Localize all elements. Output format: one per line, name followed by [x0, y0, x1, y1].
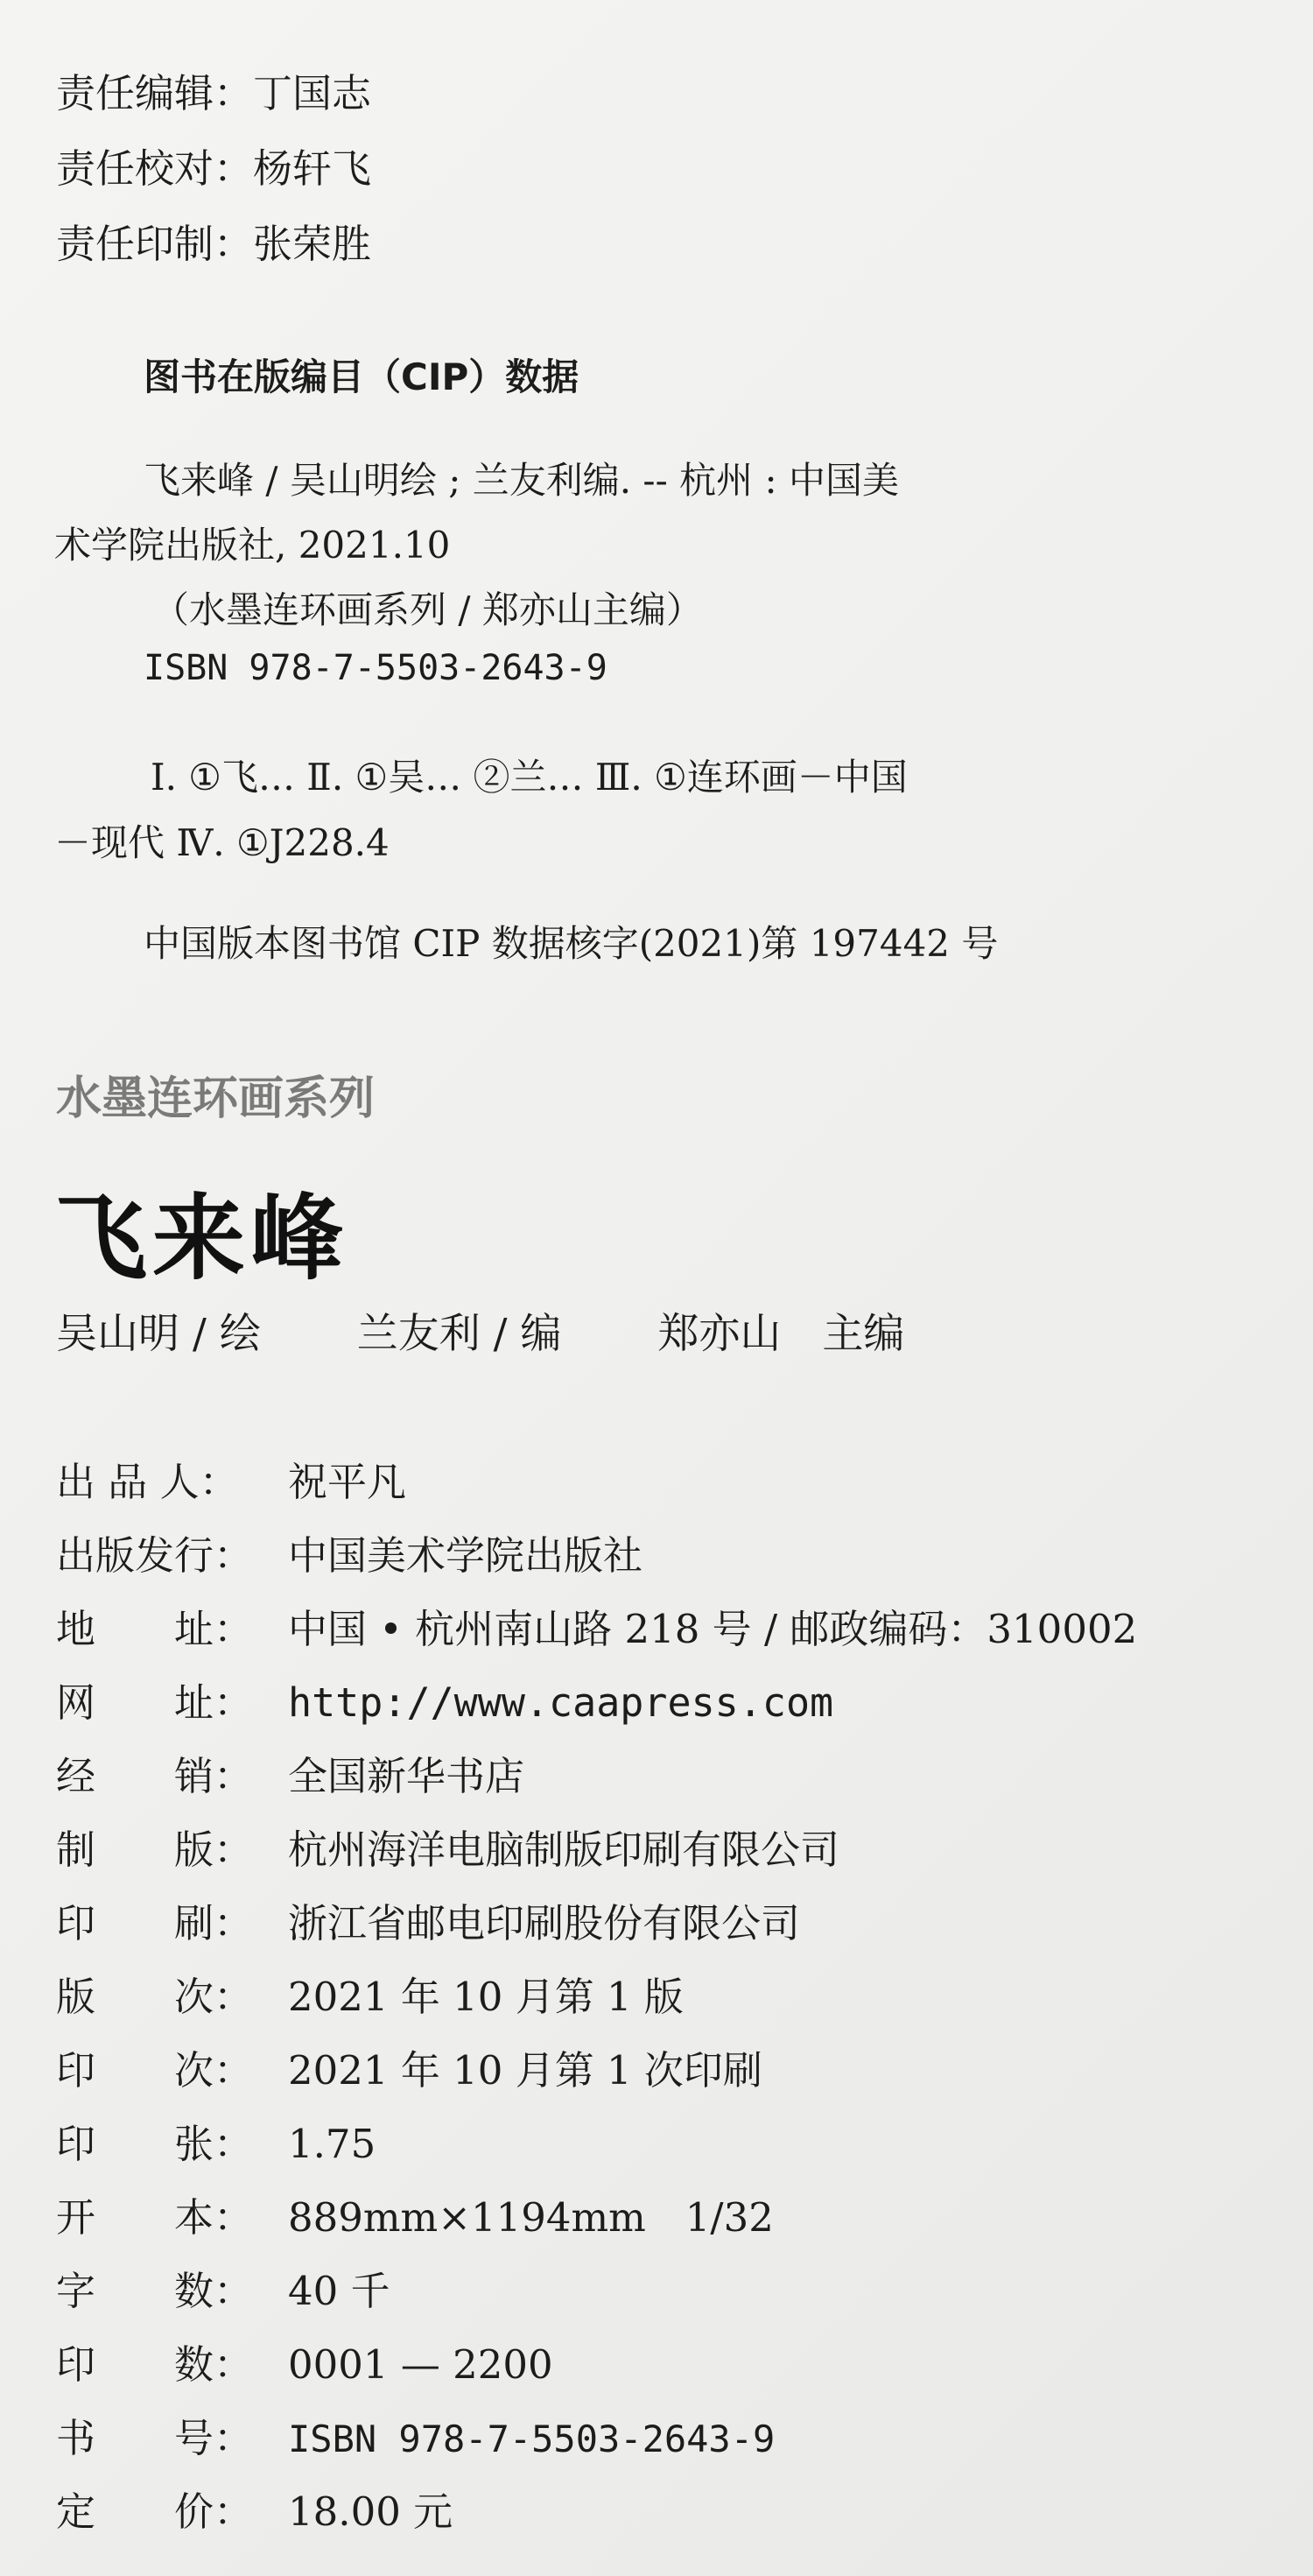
detail-row-edition: [56, 1965, 684, 2022]
detail-value: http://www.caapress.com: [288, 1679, 834, 1726]
detail-row-address: [56, 1597, 1137, 1654]
detail-value: 中国 • 杭州南山路 218 号 / 邮政编码：310002: [288, 1606, 1138, 1652]
detail-label: 出版发行：: [56, 1532, 254, 1579]
detail-value: 40 千: [288, 2268, 390, 2314]
detail-row-format: [56, 2185, 774, 2242]
detail-label: 印 张：: [56, 2121, 254, 2167]
cip-heading: 图书在版编目（CIP）数据: [144, 355, 579, 398]
detail-label: 印 次：: [56, 2047, 254, 2094]
chief-editor-credit: 郑亦山 主编: [657, 1310, 905, 1358]
detail-row-distributor: [56, 1744, 524, 1801]
cip-classification-1: Ⅰ. ①飞… Ⅱ. ①吴… ②兰… Ⅲ. ①连环画－中国: [151, 756, 908, 799]
detail-value: 18.00 元: [288, 2488, 453, 2535]
detail-label: 印 刷：: [56, 1900, 254, 1946]
cip-isbn: ISBN 978-7-5503-2643-9: [144, 648, 607, 688]
detail-label: 制 版：: [56, 1826, 254, 1873]
detail-label: 印 数：: [56, 2341, 254, 2388]
detail-label: 书 号：: [56, 2415, 254, 2461]
detail-row-plate-making: [56, 1818, 839, 1875]
detail-row-publisher: [56, 1524, 642, 1580]
detail-label: 字 数：: [56, 2268, 254, 2314]
detail-row-printer: [56, 1891, 800, 1948]
detail-value: 杭州海洋电脑制版印刷有限公司: [288, 1826, 840, 1873]
author-line: [56, 1301, 1001, 1360]
detail-label: 开 本：: [56, 2194, 254, 2241]
cip-line-2: 术学院出版社, 2021.10: [54, 524, 451, 567]
detail-value: 889mm×1194mm 1/32: [288, 2194, 774, 2241]
cip-verification: 中国版本图书馆 CIP 数据核字(2021)第 197442 号: [144, 922, 999, 965]
detail-value: 浙江省邮电印刷股份有限公司: [288, 1900, 801, 1946]
detail-value: 1.75: [288, 2121, 376, 2167]
detail-row-isbn: [56, 2406, 775, 2463]
detail-value: 2021 年 10 月第 1 次印刷: [288, 2047, 762, 2094]
detail-label: 地 址：: [56, 1606, 254, 1652]
credit-proofreader: 责任校对：杨轩飞: [56, 145, 372, 192]
detail-value: ISBN 978-7-5503-2643-9: [288, 2418, 776, 2460]
detail-label: 版 次：: [56, 1974, 254, 2020]
detail-row-print-run: [56, 2333, 553, 2389]
detail-label: 网 址：: [56, 1679, 254, 1726]
detail-row-website: [56, 1671, 833, 1728]
series-name: 水墨连环画系列: [56, 1072, 376, 1125]
book-title: 飞来峰: [54, 1183, 348, 1292]
detail-row-producer: [56, 1450, 406, 1507]
credit-printing: 责任印制：张荣胜: [56, 221, 372, 267]
detail-value: 中国美术学院出版社: [288, 1532, 643, 1579]
illustrator-credit: 吴山明 / 绘: [56, 1310, 261, 1358]
cip-series-note: （水墨连环画系列 / 郑亦山主编）: [152, 588, 703, 631]
detail-label: 经 销：: [56, 1753, 254, 1799]
detail-label: 出 品 人：: [56, 1459, 239, 1505]
cip-line-1: 飞来峰 / 吴山明绘 ; 兰友利编. -- 杭州 : 中国美: [144, 459, 899, 502]
detail-value: 全国新华书店: [288, 1753, 525, 1799]
credit-editor: 责任编辑：丁国志: [56, 70, 372, 116]
cip-classification-2: －现代 Ⅳ. ①J228.4: [54, 821, 390, 864]
detail-value: 0001 — 2200: [288, 2341, 553, 2388]
detail-value: 2021 年 10 月第 1 版: [288, 1974, 684, 2020]
detail-row-price: [56, 2480, 453, 2537]
editor-credit: 兰友利 / 编: [356, 1310, 562, 1358]
detail-label: 定 价：: [56, 2488, 254, 2535]
detail-row-word-count: [56, 2259, 390, 2316]
detail-row-sheets: [56, 2112, 376, 2169]
detail-value: 祝平凡: [288, 1459, 407, 1505]
detail-row-printing: [56, 2038, 762, 2095]
